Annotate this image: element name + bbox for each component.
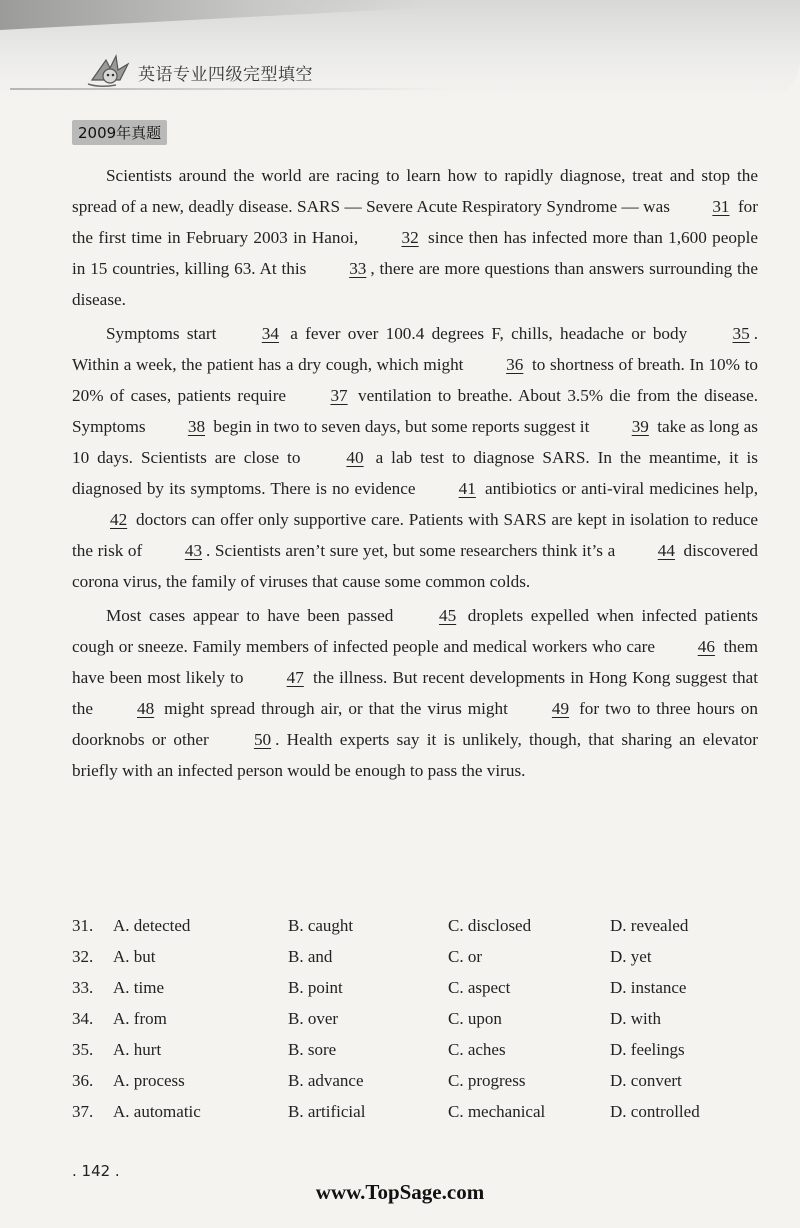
blank-44: 44 — [657, 541, 675, 560]
blank-37: 37 — [330, 386, 348, 405]
passage-text: for the first time in February 2003 in Hanoi, — [72, 197, 758, 247]
option-c: C. upon — [448, 1009, 502, 1028]
option-d: D. yet — [610, 947, 652, 966]
option-row — [72, 1034, 772, 1065]
passage-text: . Scientists aren’t sure yet, but some researchers think it’s a — [206, 541, 620, 560]
passage-paragraph — [72, 160, 758, 315]
passage-text: the illness. But recent developments in Hong Kong suggest that the — [72, 668, 758, 718]
passage-text: Scientists around the world are racing to learn how to rapidly diagnose, treat and stop the spread of a new, deadly disease. SARS — Severe Acute Respiratory Syndrome — was — [72, 166, 758, 216]
passage-text: a lab test to diagnose SARS. In the meantime, it is diagnosed by its symptoms. There is no evidence — [72, 448, 758, 498]
blank-48: 48 — [137, 699, 155, 718]
option-row — [72, 1096, 772, 1127]
passage-text: discovered corona virus, the family of viruses that cause some common colds. — [72, 541, 758, 591]
option-a: A. time — [113, 978, 164, 997]
question-number: 33. — [72, 978, 94, 997]
option-c: C. mechanical — [448, 1102, 546, 1121]
blank-32: 32 — [401, 228, 419, 247]
blank-36: 36 — [506, 355, 524, 374]
option-d: D. convert — [610, 1071, 682, 1090]
passage-text: . Within a week, the patient has a dry cough, which might — [72, 324, 758, 374]
header-divider — [10, 88, 450, 90]
question-number: 34. — [72, 1009, 94, 1028]
blank-38: 38 — [187, 417, 206, 436]
option-c: C. disclosed — [448, 916, 532, 935]
passage-text: begin in two to seven days, but some reports suggest it — [209, 417, 594, 436]
option-a: A. process — [113, 1071, 185, 1090]
options-list — [72, 910, 772, 1127]
option-d: D. instance — [610, 978, 687, 997]
page-header — [0, 0, 800, 100]
blank-39: 39 — [631, 417, 649, 436]
passage-text: . Health experts say it is unlikely, though, that sharing an elevator briefly with an infected person would be enough to pass the virus. — [72, 730, 758, 780]
option-d: D. controlled — [610, 1102, 700, 1121]
question-number: 37. — [72, 1102, 94, 1121]
option-row — [72, 972, 772, 1003]
header-band — [0, 0, 430, 30]
option-d: D. revealed — [610, 916, 689, 935]
passage-text: Most cases appear to have been passed — [106, 606, 401, 625]
option-b: B. caught — [288, 916, 354, 935]
option-a: A. but — [113, 947, 156, 966]
question-number: 35. — [72, 1040, 94, 1059]
blank-33: 33 — [349, 259, 367, 278]
blank-41: 41 — [458, 479, 476, 498]
option-a: A. hurt — [113, 1040, 162, 1059]
option-a: A. detected — [113, 916, 191, 935]
site-watermark: www.TopSage.com — [315, 1180, 485, 1204]
passage-text: doctors can offer only supportive care. Patients with SARS are kept in isolation to reduce the risk of — [72, 510, 758, 560]
option-row — [72, 1003, 772, 1034]
passage-text: Symptoms start — [106, 324, 224, 343]
question-number: 31. — [72, 916, 94, 935]
passage-text: antibiotics or anti-viral medicines help, — [479, 479, 759, 498]
mascot-icon — [86, 50, 132, 90]
option-c: C. progress — [448, 1071, 526, 1090]
passage-text: since then has infected more than 1,600 people in 15 countries, killing 63. At this — [72, 228, 758, 278]
passage-text: take as long as 10 days. Scientists are close to — [72, 417, 758, 467]
blank-42: 42 — [110, 510, 128, 529]
option-c: C. or — [448, 947, 482, 966]
question-number: 32. — [72, 947, 94, 966]
passage-paragraph — [72, 600, 758, 786]
option-d: D. with — [610, 1009, 661, 1028]
passage-text: droplets expelled when infected patients cough or sneeze. Family members of infected people and medical workers who care — [72, 606, 758, 656]
passage-text: them have been most likely to — [72, 637, 758, 687]
option-row — [72, 941, 772, 972]
option-b: B. and — [288, 947, 333, 966]
option-c: C. aches — [448, 1040, 506, 1059]
blank-50: 50 — [253, 730, 272, 749]
blank-34: 34 — [261, 324, 279, 343]
option-d: D. feelings — [610, 1040, 685, 1059]
passage-text: , there are more questions than answers surrounding the disease. — [72, 259, 758, 309]
blank-45: 45 — [438, 606, 457, 625]
passage-text: a fever over 100.4 degrees F, chills, headache or body — [282, 324, 695, 343]
option-row — [72, 910, 772, 941]
blank-40: 40 — [346, 448, 364, 467]
blank-43: 43 — [184, 541, 203, 560]
passage-text: to shortness of breath. In 10% to 20% of cases, patients require — [72, 355, 758, 405]
year-tag: 2009年真题 — [72, 120, 167, 145]
passage-text: for two to three hours on doorknobs or other — [72, 699, 758, 749]
blank-46: 46 — [697, 637, 715, 656]
option-c: C. aspect — [448, 978, 511, 997]
passage-text: might spread through air, or that the virus might — [158, 699, 514, 718]
blank-35: 35 — [732, 324, 750, 343]
book-title: 英语专业四级完型填空 — [138, 65, 313, 85]
blank-47: 47 — [286, 668, 304, 687]
passage-paragraph — [72, 318, 758, 597]
option-b: B. sore — [288, 1040, 337, 1059]
page-number: . 142 . — [72, 1162, 120, 1180]
option-a: A. automatic — [113, 1102, 201, 1121]
blank-49: 49 — [551, 699, 570, 718]
option-row — [72, 1065, 772, 1096]
option-b: B. point — [288, 978, 343, 997]
passage-text: ventilation to breathe. About 3.5% die from the disease. Symptoms — [72, 386, 758, 436]
question-number: 36. — [72, 1071, 94, 1090]
option-b: B. artificial — [288, 1102, 366, 1121]
option-b: B. advance — [288, 1071, 364, 1090]
cloze-passage — [72, 160, 758, 789]
option-b: B. over — [288, 1009, 339, 1028]
blank-31: 31 — [712, 197, 730, 216]
option-a: A. from — [113, 1009, 167, 1028]
